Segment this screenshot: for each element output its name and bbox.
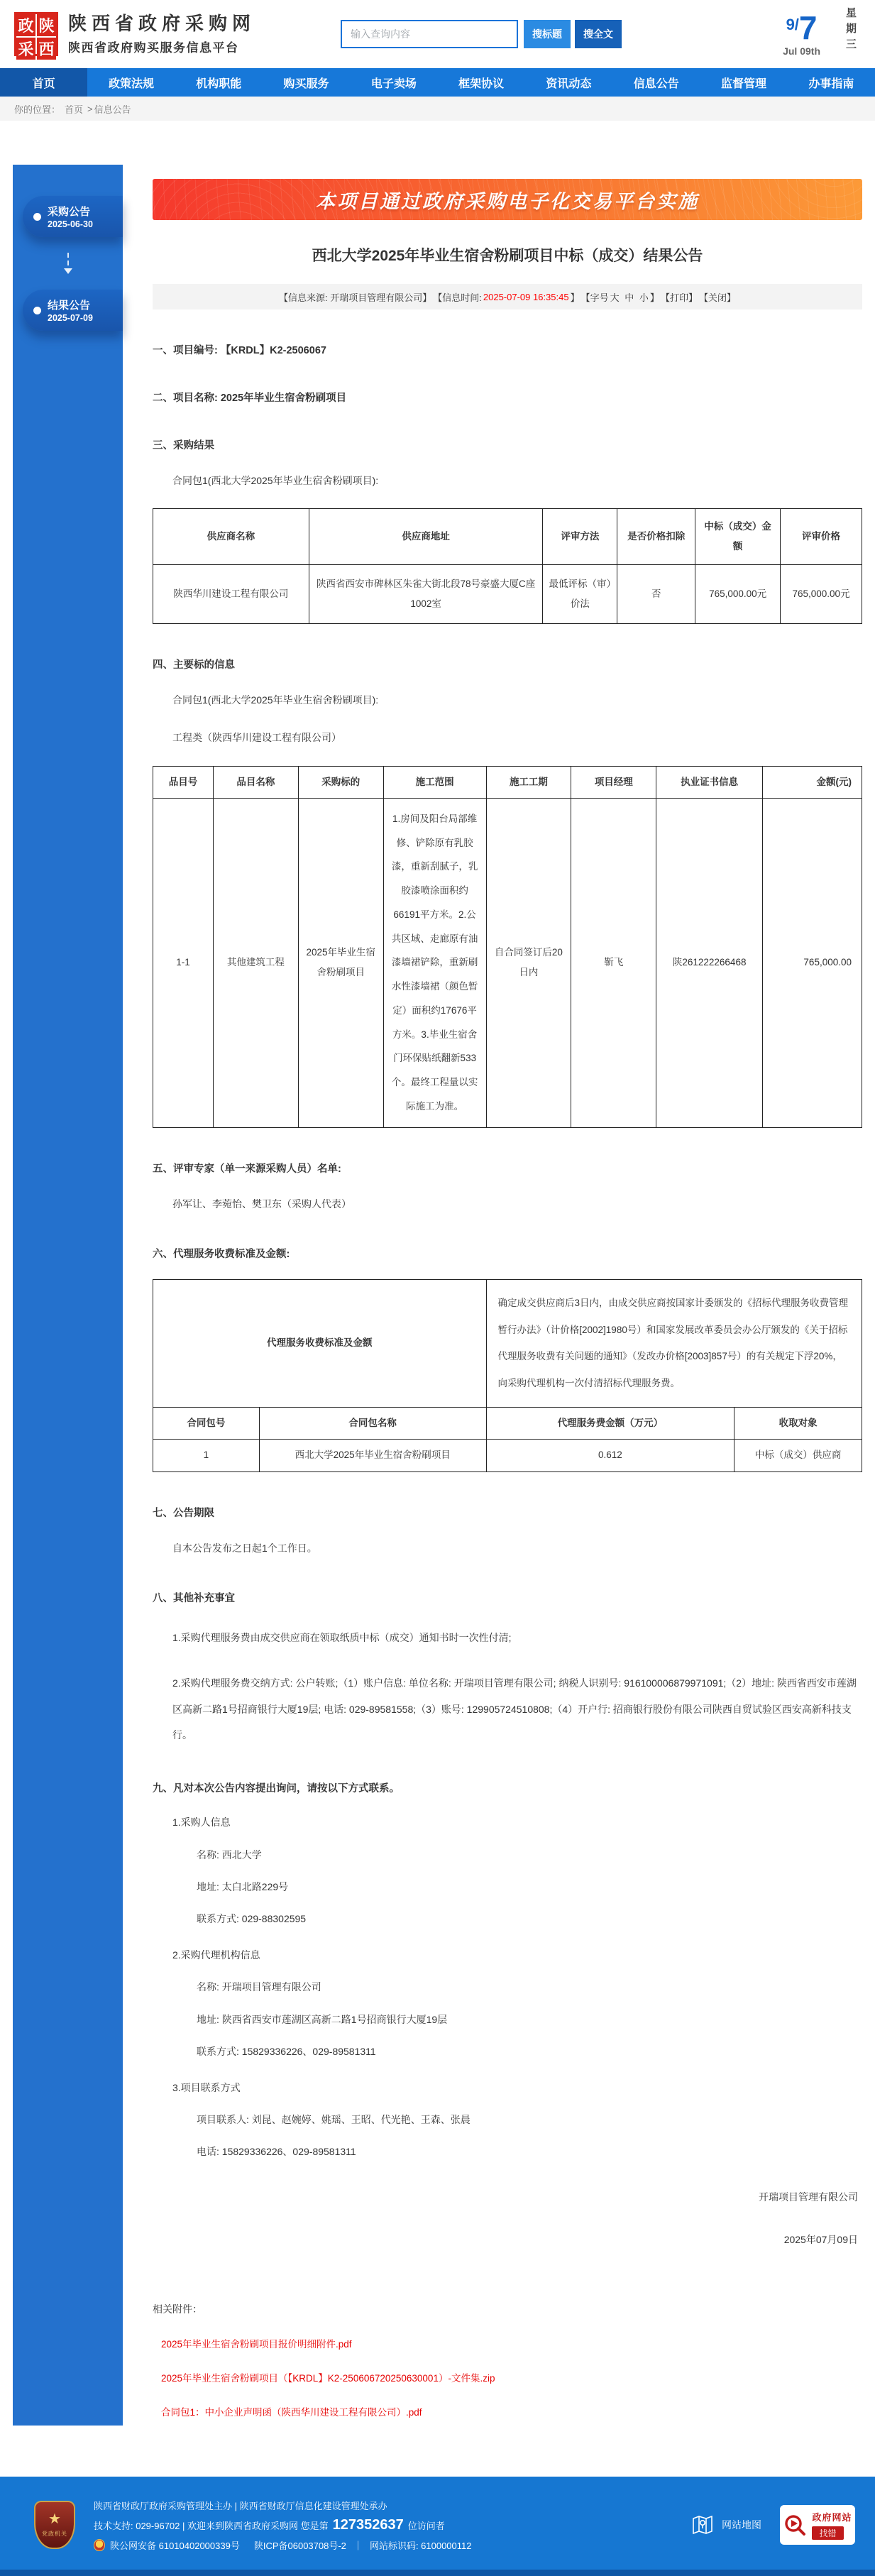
section-review-experts: 五、评审专家（单一来源采购人员）名单:: [153, 1163, 341, 1175]
font-size-medium-button[interactable]: 中: [624, 292, 634, 303]
logo-char: 西: [37, 38, 56, 60]
weekday-label: 星期三: [844, 7, 857, 54]
price-deduction: 否: [617, 565, 695, 624]
section-subject-info: 四、主要标的信息: [153, 659, 235, 672]
meta-time-value: 2025-07-09 16:35:45: [483, 291, 569, 302]
visitor-count: 127352637: [332, 2516, 404, 2533]
contact-line: 联系方式: 029-88302595: [197, 1913, 307, 1925]
period-text: 自本公告发布之日起1个工作日。: [172, 1542, 317, 1554]
col-header: 执业证书信息: [656, 766, 763, 798]
timeline-item-label: 结果公告: [48, 299, 91, 312]
col-header: 品目号: [153, 766, 214, 798]
construction-period: 自合同签订后20日内: [486, 798, 571, 1127]
contact-group-title: 2.采购代理机构信息: [172, 1949, 260, 1961]
error-badge-line2: 找错: [812, 2526, 843, 2540]
page-title: 西北大学2025年毕业生宿舍粉刷项目中标（成交）结果公告: [312, 248, 703, 264]
fee-standard-label: 代理服务收费标准及金额: [153, 1279, 487, 1407]
breadcrumb: [0, 97, 875, 121]
supplementary-item: 2.采购代理服务费交纳方式: 公户转账;（1）账户信息: 单位名称: 开瑞项目管理有限公司; 纳税人识别号: 916100006879971091;（2）地址: 陕西省西安市莲湖区高新二路1号招商银行大厦19层; 电话: 029-89581558;（3）账号: 129905724510808;（4）开户行: 招商银行股份有限公司陕西自贸试验区西安高新科技支行。: [172, 1677, 857, 1741]
amount: 765,000.00: [763, 798, 862, 1127]
contact-line: 名称: 开瑞项目管理有限公司: [197, 1981, 321, 1993]
brand-text: [68, 13, 255, 55]
package-line: 合同包1(西北大学2025年毕业生宿舍粉刷项目):: [172, 475, 379, 486]
col-header: 是否价格扣除: [617, 509, 695, 565]
timeline-dot-icon: [33, 213, 41, 221]
col-header: 合同包名称: [259, 1408, 486, 1440]
date-english: Jul 09th: [783, 45, 820, 57]
expert-names: 孙军让、李菀怡、樊卫东（采购人代表）: [172, 1197, 351, 1210]
item-number: 1-1: [153, 798, 214, 1127]
fee-payer: 中标（成交）供应商: [734, 1440, 862, 1471]
map-icon: [690, 2513, 715, 2537]
nav-item-announcements[interactable]: 信息公告: [633, 77, 679, 90]
nav-item-framework[interactable]: 框架协议: [458, 77, 505, 90]
date-day: 9/: [786, 16, 799, 33]
site-header: [0, 0, 875, 68]
emblem-text: 党政机关: [42, 2531, 67, 2538]
icp-beian-link[interactable]: 陕ICP备06003708号-2: [253, 2540, 346, 2551]
attachments: [153, 2302, 862, 2418]
col-header: 金额(元): [763, 766, 862, 798]
attachment-link-pdf[interactable]: 合同包1：中小企业声明函（陕西华川建设工程有限公司）.pdf: [161, 2406, 422, 2418]
contact-line: 联系方式: 15829336226、029-89581311: [197, 2045, 376, 2057]
contact-line: 名称: 西北大学: [197, 1848, 262, 1860]
contact-line: 地址: 陕西省西安市莲湖区高新二路1号招商银行大厦19层: [197, 2013, 448, 2025]
timeline-item-date: 2025-07-09: [48, 312, 93, 323]
timeline-item-date: 2025-06-30: [48, 219, 93, 229]
logo-char: 陕: [37, 14, 56, 36]
table-row: [153, 1440, 862, 1471]
review-method: 最低评标（审）价法: [543, 565, 617, 624]
sitemap-label: 网站地图: [722, 2519, 761, 2531]
col-header: 代理服务费金额（万元）: [486, 1408, 734, 1440]
col-header: 采购标的: [298, 766, 383, 798]
footer-beian-line: [94, 2538, 690, 2552]
table-row: [153, 565, 862, 624]
col-header: 施工工期: [486, 766, 571, 798]
timeline-item-procurement-announcement[interactable]: [23, 196, 123, 237]
nav-item-purchase-service[interactable]: 购买服务: [283, 77, 329, 90]
package-number: 1: [153, 1440, 260, 1471]
signature-date: 2025年07月09日: [783, 2233, 858, 2245]
nav-item-home[interactable]: 首页: [0, 68, 87, 97]
contact-line: 地址: 太白北路229号: [197, 1880, 289, 1892]
search-input[interactable]: [341, 20, 518, 48]
col-header: 评审价格: [781, 509, 862, 565]
government-emblem-icon: ★ 党政机关: [34, 2501, 75, 2549]
fee-standard-row: [153, 1279, 862, 1407]
close-button[interactable]: 【关闭】: [698, 292, 736, 303]
table-header-row: [153, 766, 862, 798]
breadcrumb-current-link[interactable]: 信息公告: [94, 104, 131, 115]
nav-item-emarket[interactable]: 电子卖场: [370, 77, 417, 90]
meta-fontsize-suffix: 】: [649, 292, 659, 303]
col-header: 品目名称: [213, 766, 298, 798]
package-line: 合同包1(西北大学2025年毕业生宿舍粉刷项目):: [172, 694, 379, 706]
attachments-label: 相关附件：: [153, 2303, 202, 2315]
article-meta-bar: [153, 284, 862, 309]
fee-standard-text: 确定成交供应商后3日内，由成交供应商按国家计委颁发的《招标代理服务收费管理暂行办法》（计价格[2002]1980号）和国家发展改革委员会办公厅颁发的《关于招标代理服务收费有关问题的通知》（发改办价格[2003]857号）的有关规定下浮20%，向采购代理机构一次付清招标代理服务费。: [486, 1279, 862, 1407]
meta-time-suffix: 】: [570, 292, 580, 303]
col-header: 合同包号: [153, 1408, 260, 1440]
review-price: 765,000.00元: [781, 565, 862, 624]
timeline-item-result-announcement[interactable]: [23, 290, 123, 331]
error-finder-logo-icon: [783, 2513, 807, 2537]
meta-time-prefix: 【信息时间:: [433, 292, 482, 303]
section-contact: 九、凡对本次公告内容提出询问，请按以下方式联系。: [153, 1783, 400, 1795]
section-procurement-result: 三、采购结果: [153, 440, 214, 451]
col-header: 评审方法: [543, 509, 617, 565]
package-name: 西北大学2025年毕业生宿舍粉刷项目: [259, 1440, 486, 1471]
col-header: 中标（成交）金额: [695, 509, 781, 565]
attachment-link-zip[interactable]: 2025年毕业生宿舍粉刷项目（【KRDL】K2-250606720250630001）-文件集.zip: [161, 2372, 495, 2384]
col-header: 供应商地址: [309, 509, 543, 565]
content-area: [0, 165, 875, 2426]
table-row: [153, 798, 862, 1127]
breadcrumb-home-link[interactable]: 首页: [65, 104, 84, 115]
nav-item-policies[interactable]: 政策法规: [108, 77, 154, 90]
footer-text-block: [94, 2494, 690, 2557]
section-supplementary: 八、其他补充事宜: [153, 1592, 235, 1604]
site-subtitle: 陕西省政府购买服务信息平台: [68, 41, 239, 55]
main-nav: [0, 68, 875, 97]
subject-table: [153, 766, 862, 1128]
site-code: 网站标识码: 6100000112: [369, 2540, 472, 2551]
nav-item-news[interactable]: 资讯动态: [546, 77, 592, 90]
col-header: 项目经理: [571, 766, 656, 798]
section-announcement-period: 七、公告期限: [153, 1507, 214, 1519]
date-display: [783, 11, 825, 57]
contact-group-title: 1.采购人信息: [172, 1816, 231, 1829]
gov-site-error-report-badge[interactable]: [780, 2505, 855, 2545]
logo-char: 政: [16, 14, 35, 36]
print-button[interactable]: 【打印】: [660, 292, 698, 303]
col-header: 收取对象: [734, 1408, 862, 1440]
contact-line: 电话: 15829336226、029-89581311: [197, 2146, 356, 2158]
table-header-row: [153, 509, 862, 565]
site-name: 陕西省政府采购网: [68, 12, 256, 34]
visitor-suffix: 位访问者: [407, 2520, 445, 2531]
timeline-dot-icon: [33, 307, 41, 314]
item-name: 其他建筑工程: [213, 798, 298, 1127]
font-size-small-button[interactable]: 小: [639, 292, 649, 303]
section-agency-fee: 六、代理服务收费标准及金额:: [153, 1248, 290, 1260]
supplier-name: 陕西华川建设工程有限公司: [153, 565, 309, 624]
supplementary-item: 1.采购代理服务费由成交供应商在领取纸质中标（成交）通知书时一次性付清;: [172, 1631, 512, 1643]
separator: ｜: [353, 2540, 363, 2551]
public-security-badge-icon: [94, 2539, 105, 2551]
search-title-button[interactable]: 搜标题: [524, 20, 571, 48]
attachment-link-pdf[interactable]: 2025年毕业生宿舍粉刷项目报价明细附件.pdf: [161, 2338, 352, 2350]
project-manager: 靳飞: [571, 798, 656, 1127]
signature-company: 开瑞项目管理有限公司: [759, 2191, 858, 2203]
result-table: [153, 508, 862, 624]
timeline-arrow-down-icon: [13, 240, 123, 287]
nav-item-functions[interactable]: 机构职能: [196, 77, 242, 90]
construction-scope: 1.房间及阳台局部维修、铲除原有乳胶漆，重新刮腻子，乳胶漆喷涂面积约66191平方米。2.公共区域、走廊原有油漆墙裙铲除，重新刷水性漆墙裙（颜色暂定）面积约17676平方米。3.毕业生宿舍门环保贴纸翻新533个。最终工程量以实际施工为准。: [383, 798, 486, 1127]
meta-fontsize-prefix: 【字号: [580, 292, 609, 303]
section-project-name: 二、项目名称: 2025年毕业生宿舍粉刷项目: [153, 393, 347, 404]
col-header: 施工范围: [383, 766, 486, 798]
date-month: 7: [798, 9, 818, 46]
error-badge-line1: 政府网站: [812, 2512, 852, 2523]
nav-item-supervision[interactable]: 监督管理: [721, 77, 767, 90]
footer-bottom-strip: [0, 2570, 875, 2576]
announcement-timeline-sidebar: [13, 165, 123, 2426]
breadcrumb-label: 你的位置：: [14, 104, 61, 115]
article-main: [153, 165, 862, 2426]
nav-item-guide[interactable]: 办事指南: [808, 77, 854, 90]
category-line: 工程类（陕西华川建设工程有限公司）: [172, 732, 341, 744]
procurement-subject: 2025年毕业生宿舍粉刷项目: [298, 798, 383, 1127]
footer-right: [690, 2505, 855, 2545]
section-project-number: 一、项目编号: 【KRDL】K2-2506067: [153, 345, 326, 356]
footer-organizer-line: 陕西省财政厅政府采购管理处主办 | 陕西省财政厅信息化建设管理处承办: [94, 2500, 387, 2511]
timeline-item-label: 采购公告: [48, 205, 91, 218]
site-footer: [0, 2477, 875, 2570]
footer-visitor-line: [94, 2517, 690, 2533]
contact-line: 项目联系人: 刘昆、赵婉婷、姚瑶、王昭、代光艳、王森、张晨: [197, 2114, 470, 2126]
font-size-large-button[interactable]: 大: [610, 292, 620, 303]
fee-amount: 0.612: [486, 1440, 734, 1471]
agency-fee-table: [153, 1279, 862, 1472]
award-amount: 765,000.00元: [695, 565, 781, 624]
gongan-beian-link[interactable]: 陕公网安备 61010402000339号: [110, 2540, 240, 2551]
tech-support-text: 技术支持: 029-96702 | 欢迎来到陕西省政府采购网 您是第: [94, 2520, 329, 2531]
contact-group-title: 3.项目联系方式: [172, 2081, 241, 2093]
col-header: 供应商名称: [153, 509, 309, 565]
supplier-address: 陕西省西安市碑林区朱雀大街北段78号豪盛大厦C座1002室: [309, 565, 543, 624]
certificate-info: 陕261222266468: [656, 798, 763, 1127]
eplatform-banner: 本项目通过政府采购电子化交易平台实施: [153, 179, 862, 220]
search-fulltext-button[interactable]: 搜全文: [575, 20, 622, 48]
logo-char: 采: [16, 38, 35, 60]
breadcrumb-separator: >: [87, 103, 93, 114]
meta-source: 【信息来源: 开瑞项目管理有限公司】: [279, 292, 432, 303]
sitemap-link[interactable]: [690, 2513, 761, 2537]
brand[interactable]: [14, 12, 255, 56]
table-header-row: [153, 1408, 862, 1440]
site-logo-seal-icon: [14, 12, 58, 56]
search-bar: [341, 20, 622, 48]
